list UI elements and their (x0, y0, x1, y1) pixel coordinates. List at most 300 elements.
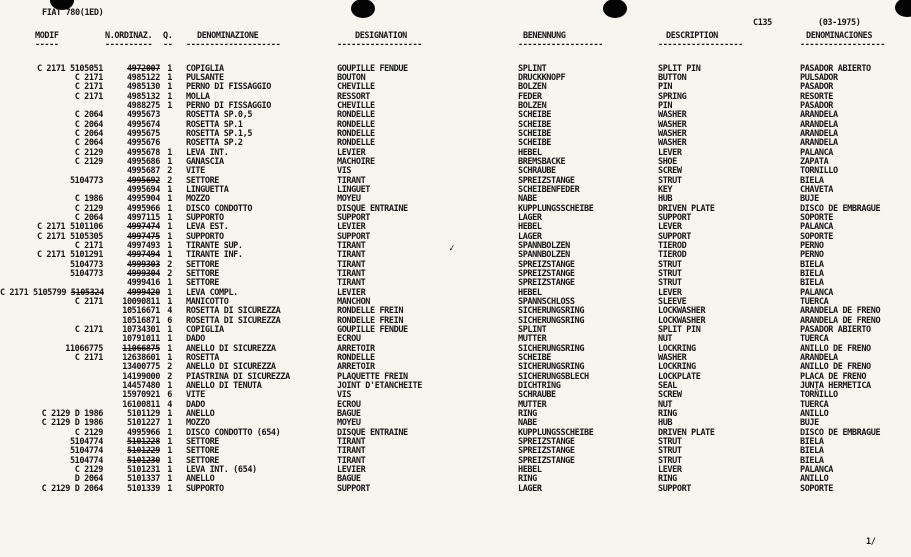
cell-denominaciones: ANILLO (800, 474, 829, 485)
cell-description: STRUT (658, 259, 682, 270)
cell-benennung: SCHEIBE (518, 128, 552, 139)
cell-benennung: SPANNSCHLOSS (518, 297, 575, 307)
table-row (0, 485, 911, 494)
cell-description: SPLIT PIN (658, 63, 701, 74)
page-number: 1/ (866, 537, 876, 547)
cell-denominaciones: PULSADOR (800, 72, 838, 83)
cell-denominazione: PIASTRINA DI SICUREZZA (186, 371, 290, 382)
cell-description: LOCKPLATE (658, 371, 701, 382)
cell-part-number: 4995694 (126, 184, 160, 195)
cell-part-number: 10734301 (122, 325, 160, 336)
cell-description: HUB (658, 418, 673, 429)
cell-part-number: 16100811 (122, 399, 160, 410)
column-header-designation: DESIGNATION (355, 31, 407, 41)
cell-benennung: BREMSBACKE (518, 156, 566, 167)
cell-part-number: 5101129 (126, 409, 160, 420)
cell-part-number: 10516871 (122, 315, 160, 326)
cell-description: SUPPORT (658, 483, 692, 494)
cell-denominaciones: ARANDELA DE FRENO (800, 315, 881, 326)
cell-denominazione: ANELLO (186, 409, 215, 420)
cell-designation: LEVIER (337, 287, 366, 298)
cell-designation: SUPPORT (337, 483, 371, 494)
cell-description: LOCKWASHER (658, 315, 706, 326)
cell-benennung: SCHEIBE (518, 353, 552, 364)
cell-designation: TIRANT (337, 250, 366, 261)
cell-description: SCREW (658, 166, 682, 177)
cell-quantity: 1 (167, 427, 172, 438)
column-header-modif: MODIF (35, 31, 59, 41)
cell-benennung: SICHERUNGSRING (518, 306, 585, 317)
cell-part-number: 4995692 (126, 175, 160, 186)
cell-denominazione: SETTORE (186, 259, 220, 270)
cell-part-number: 5101229 (126, 446, 160, 457)
cell-designation: BAGUE (337, 474, 361, 485)
cell-denominaciones: DISCO DE EMBRAGUE (800, 203, 881, 214)
cell-modif: C 2129 (74, 156, 103, 167)
cell-denominaciones: PALANCA (800, 222, 834, 233)
cell-designation: ECROU (337, 334, 361, 345)
cell-description: SCREW (658, 390, 682, 401)
cell-designation: TIRANT (337, 455, 366, 466)
cell-modif: C 1986 (74, 194, 103, 205)
cell-modif: 5104774 (69, 455, 103, 466)
cell-benennung: SICHERUNGSRING (518, 362, 585, 373)
cell-modif: C 2171 (74, 91, 103, 102)
cell-denominazione: ANELLO DI SICUREZZA (186, 362, 276, 373)
cell-description: SHOE (658, 156, 677, 167)
cell-quantity: 1 (167, 278, 172, 289)
cell-quantity: 1 (167, 100, 172, 111)
cell-designation: VIS (337, 390, 352, 401)
cell-quantity: 2 (167, 371, 172, 382)
cell-part-number: 4995676 (126, 138, 160, 149)
cell-description: PIN (658, 82, 673, 93)
cell-benennung: SICHERUNGSBLECH (518, 371, 589, 382)
cell-description: WASHER (658, 128, 687, 139)
cell-modif: C 2064 (74, 128, 103, 139)
cell-description: WASHER (658, 138, 687, 149)
cell-modif: 11066775 (65, 343, 103, 354)
cell-description: SEAL (658, 381, 677, 392)
cell-benennung: RING (518, 409, 537, 420)
cell-denominazione: MOZZO (186, 418, 210, 429)
cell-quantity: 1 (167, 203, 172, 214)
cell-designation: RONDELLE FREIN (337, 306, 404, 317)
cell-part-number: 5101337 (126, 474, 160, 485)
cell-modif: C 2064 (74, 119, 103, 130)
column-underline-designation: ------------------ (337, 40, 422, 50)
cell-denominaciones: PASADOR ABIERTO (800, 325, 871, 336)
cell-quantity: 1 (167, 82, 172, 93)
cell-designation: ARRETOIR (337, 343, 375, 354)
cell-denominaciones: PASADOR ABIERTO (800, 63, 871, 74)
cell-denominazione: MANICOTTO (186, 297, 229, 307)
doc-code: C135 (753, 18, 772, 28)
cell-part-number: 5101230 (126, 455, 160, 466)
cell-modif: C 2129 D 1986 (41, 409, 103, 420)
cell-description: TIEROD (658, 250, 687, 261)
cell-part-number: 4988275 (126, 100, 160, 111)
cell-description: LOCKRING (658, 343, 696, 354)
cell-modif: C 2064 (74, 110, 103, 121)
cell-denominaciones: BIELA (800, 268, 824, 279)
cell-denominaciones: BUJE (800, 194, 819, 205)
cell-denominazione: ROSETTA SP.2 (186, 138, 243, 149)
cell-part-number: 14457480 (122, 381, 160, 392)
cell-quantity: 1 (167, 353, 172, 364)
cell-denominaciones: ARANDELA (800, 128, 838, 139)
cell-description: NUT (658, 399, 673, 410)
cell-denominazione: DISCO CONDOTTO (186, 203, 253, 214)
cell-denominazione: SETTORE (186, 175, 220, 186)
cell-benennung: KUPPLUNGSSCHEIBE (518, 427, 594, 438)
cell-part-number: 4995678 (126, 147, 160, 158)
cell-denominazione: SUPPORTO (186, 231, 224, 242)
cell-benennung: HEBEL (518, 147, 542, 158)
cell-designation: PLAQUETTE FREIN (337, 371, 408, 382)
cell-quantity: 1 (167, 250, 172, 261)
cell-denominazione: VITE (186, 390, 205, 401)
cell-denominaciones: ZAPATA (800, 156, 829, 167)
cell-quantity: 1 (167, 483, 172, 494)
cell-benennung: RING (518, 474, 537, 485)
cell-modif: D 2064 (74, 474, 103, 485)
cell-part-number: 10791011 (122, 334, 160, 345)
cell-denominaciones: SOPORTE (800, 483, 834, 494)
column-underline-denominaciones: ------------------ (800, 40, 885, 50)
column-header-denominaciones: DENOMINACIONES (806, 31, 873, 41)
cell-description: LOCKWASHER (658, 306, 706, 317)
cell-modif: C 2064 (74, 138, 103, 149)
cell-denominaciones: BIELA (800, 278, 824, 289)
cell-quantity: 2 (167, 175, 172, 186)
cell-part-number: 4985122 (126, 72, 160, 83)
cell-part-number: 5101227 (126, 418, 160, 429)
cell-designation: MOYEU (337, 194, 361, 205)
cell-denominaciones: BIELA (800, 259, 824, 270)
cell-quantity: 1 (167, 465, 172, 476)
cell-quantity: 4 (167, 399, 172, 410)
cell-part-number: 10090811 (122, 297, 160, 307)
cell-benennung: DRUCKKNOPF (518, 72, 566, 83)
cell-benennung: SCHRAUBE (518, 166, 556, 177)
cell-modif: C 2129 D 2064 (41, 483, 103, 494)
cell-part-number: 15970921 (122, 390, 160, 401)
cell-part-number: 4972007 (126, 63, 160, 74)
cell-description: STRUT (658, 437, 682, 448)
cell-description: STRUT (658, 268, 682, 279)
cell-denominazione: MOLLA (186, 91, 210, 102)
cell-description: DRIVEN PLATE (658, 203, 715, 214)
cell-denominazione: PULSANTE (186, 72, 224, 83)
cell-modif: C 2129 D 1986 (41, 418, 103, 429)
cell-description: SUPPORT (658, 212, 692, 223)
cell-benennung: HEBEL (518, 222, 542, 233)
cell-modif: 5104773 (69, 259, 103, 270)
cell-denominaciones: PERNO (800, 250, 824, 261)
cell-quantity: 1 (167, 455, 172, 466)
cell-designation: TIRANT (337, 240, 366, 251)
cell-denominazione: DADO (186, 334, 205, 345)
cell-part-number: 12638601 (122, 353, 160, 364)
cell-description: BUTTON (658, 72, 687, 83)
cell-description: SPLIT PIN (658, 325, 701, 336)
cell-designation: TIRANT (337, 259, 366, 270)
cell-denominaciones: CHAVETA (800, 184, 834, 195)
cell-denominazione: ROSETTA (186, 353, 220, 364)
cell-denominaciones: SOPORTE (800, 231, 834, 242)
cell-designation: TIRANT (337, 268, 366, 279)
cell-denominazione: TIRANTE SUP. (186, 240, 243, 251)
cell-description: WASHER (658, 110, 687, 121)
cell-quantity: 1 (167, 418, 172, 429)
cell-part-number: 4999420 (126, 287, 160, 298)
cell-designation: RONDELLE (337, 353, 375, 364)
cell-benennung: SICHERUNGSRING (518, 343, 585, 354)
cell-designation: SUPPORT (337, 231, 371, 242)
cell-denominaciones: ANILLO (800, 409, 829, 420)
cell-denominaciones: PASADOR (800, 82, 834, 93)
cell-benennung: DICHTRING (518, 381, 561, 392)
column-underline-description: ------------------ (658, 40, 743, 50)
cell-benennung: SCHEIBE (518, 119, 552, 130)
cell-designation: TIRANT (337, 437, 366, 448)
cell-modif: 5104774 (69, 437, 103, 448)
cell-designation: DISQUE ENTRAINE (337, 427, 408, 438)
cell-benennung: MUTTER (518, 334, 547, 345)
cell-denominaciones: RESORTE (800, 91, 834, 102)
cell-quantity: 1 (167, 297, 172, 307)
cell-part-number: 4999303 (126, 259, 160, 270)
doc-date: (03-1975) (818, 18, 861, 28)
cell-description: WASHER (658, 119, 687, 130)
cell-quantity: 1 (167, 287, 172, 298)
cell-denominazione: GANASCIA (186, 156, 224, 167)
cell-designation: RONDELLE (337, 119, 375, 130)
cell-modif: 5104773 (69, 268, 103, 279)
cell-denominazione: ROSETTA DI SICUREZZA (186, 306, 281, 317)
column-underline-ordinaz: ---------- (105, 40, 153, 50)
cell-quantity: 2 (167, 259, 172, 270)
cell-quantity: 1 (167, 63, 172, 74)
cell-benennung: SCHRAUBE (518, 390, 556, 401)
cell-quantity: 1 (167, 437, 172, 448)
cell-description: LEVER (658, 147, 682, 158)
column-header-description: DESCRIPTION (666, 31, 718, 41)
cell-modif: C 2171 5105799 5105324 (0, 287, 104, 298)
cell-modif: C 2129 (74, 203, 103, 214)
column-header-qty: Q. (163, 31, 173, 41)
cell-designation: RONDELLE (337, 128, 375, 139)
cell-benennung: SPANNBOLZEN (518, 250, 570, 261)
cell-designation: LEVIER (337, 465, 366, 476)
column-underline-denominazione: -------------------- (186, 40, 281, 50)
cell-quantity: 1 (167, 156, 172, 167)
cell-denominazione: MOZZO (186, 194, 210, 205)
cell-quantity: 1 (167, 91, 172, 102)
cell-description: LOCKRING (658, 362, 696, 373)
cell-quantity: 1 (167, 343, 172, 354)
cell-modif: C 2171 5101291 (36, 250, 103, 261)
cell-denominazione: TIRANTE INF. (186, 250, 243, 261)
cell-denominazione: VITE (186, 166, 205, 177)
cell-part-number: 4995686 (126, 156, 160, 167)
handwritten-checkmark: ✓ (448, 242, 456, 255)
cell-denominaciones: BUJE (800, 418, 819, 429)
cell-modif: 5104774 (69, 446, 103, 457)
cell-description: STRUT (658, 455, 682, 466)
cell-quantity: 1 (167, 409, 172, 420)
cell-quantity: 1 (167, 325, 172, 336)
cell-denominazione: ROSETTA SP.1 (186, 119, 243, 130)
cell-designation: RESSORT (337, 91, 371, 102)
cell-designation: CHEVILLE (337, 100, 375, 111)
cell-benennung: BOLZEN (518, 100, 547, 111)
cell-part-number: 4995673 (126, 110, 160, 121)
cell-denominazione: COPIGLIA (186, 63, 224, 74)
cell-denominazione: ROSETTA SP.0,5 (186, 110, 253, 121)
cell-denominaciones: ARANDELA (800, 119, 838, 130)
cell-designation: BAGUE (337, 409, 361, 420)
cell-designation: GOUPILLE FENDUE (337, 63, 408, 74)
cell-benennung: SPLINT (518, 63, 547, 74)
cell-denominazione: LEVA INT. (654) (186, 465, 257, 476)
cell-benennung: FEDER (518, 91, 542, 102)
cell-part-number: 4999304 (126, 268, 160, 279)
cell-part-number: 4985132 (126, 91, 160, 102)
cell-designation: LINGUET (337, 184, 371, 195)
cell-denominazione: COPIGLIA (186, 325, 224, 336)
cell-designation: SUPPORT (337, 212, 371, 223)
cell-part-number: 11066875 (122, 343, 160, 354)
cell-denominaciones: TUERCA (800, 297, 829, 307)
cell-denominaciones: TORÑILLO (800, 390, 838, 401)
cell-denominazione: SETTORE (186, 446, 220, 457)
cell-denominazione: ANELLO DI SICUREZZA (186, 343, 276, 354)
cell-benennung: KUPPLUNGSSCHEIBE (518, 203, 594, 214)
cell-quantity: 1 (167, 334, 172, 345)
cell-designation: MACHOIRE (337, 156, 375, 167)
cell-modif: C 2171 (74, 82, 103, 93)
cell-part-number: 14199000 (122, 371, 160, 382)
page-title: FIAT 780(1ED) (42, 8, 104, 18)
cell-designation: RONDELLE (337, 110, 375, 121)
cell-denominaciones: PASADOR (800, 100, 834, 111)
cell-benennung: HEBEL (518, 287, 542, 298)
cell-designation: CHEVILLE (337, 82, 375, 93)
cell-part-number: 5101228 (126, 437, 160, 448)
cell-denominaciones: JUNTA HERMETICA (800, 381, 871, 392)
cell-designation: ECROU (337, 399, 361, 410)
cell-designation: RONDELLE (337, 138, 375, 149)
cell-part-number: 4995675 (126, 128, 160, 139)
cell-denominaciones: BIELA (800, 437, 824, 448)
cell-description: STRUT (658, 446, 682, 457)
column-header-benennung: BENENNUNG (523, 31, 566, 41)
cell-modif: C 2129 (74, 147, 103, 158)
cell-benennung: SPREIZSTANGE (518, 259, 575, 270)
cell-denominaciones: TUERCA (800, 399, 829, 410)
cell-part-number: 4997115 (126, 212, 160, 223)
cell-denominaciones: TORNILLO (800, 166, 838, 177)
cell-denominazione: PERNO DI FISSAGGIO (186, 100, 271, 111)
cell-benennung: SPLINT (518, 325, 547, 336)
cell-quantity: 2 (167, 166, 172, 177)
cell-benennung: SCHEIBE (518, 138, 552, 149)
cell-benennung: HEBEL (518, 465, 542, 476)
cell-denominazione: SETTORE (186, 268, 220, 279)
cell-modif: C 2171 (74, 240, 103, 251)
cell-benennung: NABE (518, 418, 537, 429)
cell-denominaciones: BIELA (800, 446, 824, 457)
column-header-denominazione: DENOMINAZIONE (197, 31, 259, 41)
cell-denominazione: DISCO CONDOTTO (654) (186, 427, 281, 438)
cell-designation: TIRANT (337, 446, 366, 457)
cell-modif: C 2171 (74, 325, 103, 336)
cell-description: HUB (658, 194, 673, 205)
cell-part-number: 10516671 (122, 306, 160, 317)
cell-benennung: NABE (518, 194, 537, 205)
cell-quantity: 1 (167, 147, 172, 158)
cell-benennung: SPREIZSTANGE (518, 278, 575, 289)
cell-part-number: 4997475 (126, 231, 160, 242)
cell-part-number: 5101231 (126, 465, 160, 476)
cell-benennung: SICHERUNGSRING (518, 315, 585, 326)
cell-description: SPRING (658, 91, 687, 102)
cell-description: SUPPORT (658, 231, 692, 242)
cell-denominazione: DADO (186, 399, 205, 410)
cell-description: TIEROD (658, 240, 687, 251)
cell-denominaciones: ARANDELA DE FRENO (800, 306, 881, 317)
cell-denominaciones: PERNO (800, 240, 824, 251)
cell-quantity: 6 (167, 315, 172, 326)
cell-description: RING (658, 474, 677, 485)
cell-part-number: 4995966 (126, 427, 160, 438)
cell-description: LEVER (658, 465, 682, 476)
cell-denominaciones: ARANDELA (800, 353, 838, 364)
cell-description: KEY (658, 184, 673, 195)
cell-designation: LEVIER (337, 147, 366, 158)
cell-modif: C 2171 (74, 353, 103, 364)
cell-denominazione: ANELLO (186, 474, 215, 485)
cell-denominaciones: PALANCA (800, 287, 834, 298)
cell-denominazione: LEVA COMPL. (186, 287, 238, 298)
cell-description: STRUT (658, 175, 682, 186)
cell-quantity: 1 (167, 231, 172, 242)
cell-designation: MOYEU (337, 418, 361, 429)
cell-part-number: 4995904 (126, 194, 160, 205)
cell-denominaciones: BIELA (800, 455, 824, 466)
cell-part-number: 13400775 (122, 362, 160, 373)
cell-quantity: 1 (167, 381, 172, 392)
cell-quantity: 1 (167, 72, 172, 83)
cell-benennung: SPREIZSTANGE (518, 446, 575, 457)
column-underline-modif: ----- (35, 40, 59, 50)
cell-part-number: 4985130 (126, 82, 160, 93)
cell-denominazione: PERNO DI FISSAGGIO (186, 82, 271, 93)
cell-quantity: 1 (167, 446, 172, 457)
cell-denominazione: SUPPORTO (186, 212, 224, 223)
cell-denominazione: ROSETTA DI SICUREZZA (186, 315, 281, 326)
cell-modif: C 2064 (74, 212, 103, 223)
cell-description: STRUT (658, 278, 682, 289)
cell-denominaciones: PLACA DE FRENO (800, 371, 867, 382)
cell-denominaciones: DISCO DE EMBRAGUE (800, 427, 881, 438)
cell-description: LEVER (658, 287, 682, 298)
cell-designation: TIRANT (337, 278, 366, 289)
cell-quantity: 1 (167, 194, 172, 205)
cell-part-number: 4995674 (126, 119, 160, 130)
